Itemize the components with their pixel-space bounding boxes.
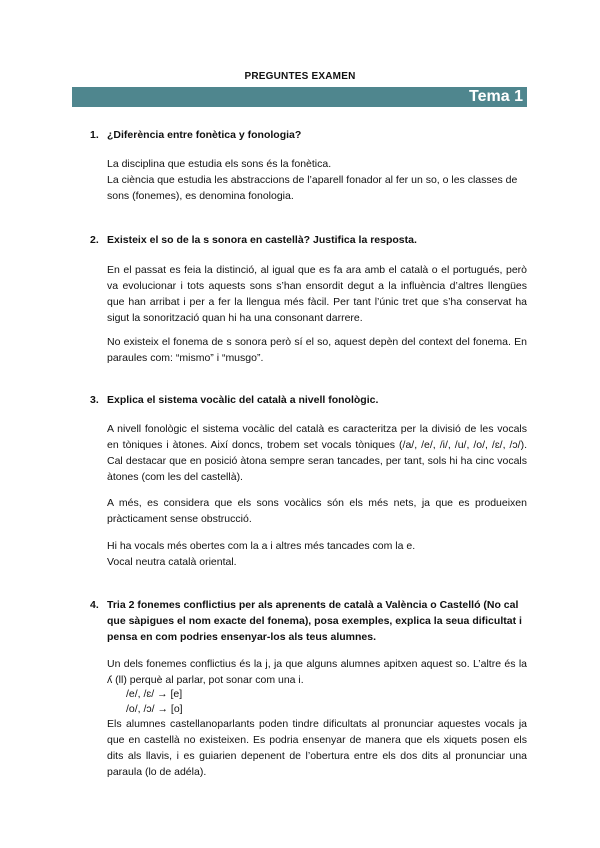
question-number: 1. — [90, 129, 99, 141]
answer-paragraph: Vocal neutra català oriental. — [107, 556, 237, 568]
question-3-heading — [90, 392, 527, 408]
answer-paragraph: La disciplina que estudia els sons és la fonètica. — [107, 158, 332, 170]
tema-banner — [72, 87, 527, 107]
document-title: PREGUNTES EXAMEN — [244, 71, 356, 82]
answer-paragraph: Un dels fonemes conflictius és la j, ja que alguns alumnes apitxen aquest so. L’altre és la ʎ (ll) perquè al parlar, pot sonar com una i. — [107, 658, 527, 686]
answer-paragraph: En el passat es feia la distinció, al igual que es fa ara amb el català o el portugués, però va evolucionar i tots aquests sons s’han ensordit degut a la influència d’altres llengües que han arribat i per a fer la llengua més fàcil. Per tant l’únic tret que s’ha conservat ha sigut la sonorització quan hi ha una consonant darrere. — [107, 264, 527, 324]
answer-paragraph: La ciència que estudia les abstraccions de l’aparell fonador al fer un so, o les classes de sons (fonemes), es denomina fonologia. — [107, 174, 518, 202]
question-title: Existeix el so de la s sonora en castellà? Justifica la resposta. — [107, 234, 417, 246]
question-number: 4. — [90, 599, 99, 611]
tema-label: Tema 1 — [469, 88, 523, 105]
answer-paragraph: Hi ha vocals més obertes com la a i altres més tancades com la e. — [107, 540, 416, 552]
answer-paragraph: A més, es considera que els sons vocàlics són els més nets, ja que es produeixen pràcticament sense obstrucció. — [107, 497, 527, 525]
question-2-heading — [90, 232, 527, 248]
answer-paragraph: No existeix el fonema de s sonora però sí el so, aquest depèn del context del fonema. En paraules com: “mismo” i “musgo”. — [107, 336, 527, 364]
vowel-mapping: /e/, /ɛ/ → [e] — [126, 688, 183, 700]
question-1-heading — [90, 127, 527, 143]
answer-paragraph: Els alumnes castellanoparlants poden tindre dificultats al pronunciar aquestes vocals ja que en castellà no existeixen. Es podria ensenyar de manera que els xiquets posen els dits als llavis, i es guiarien depenent de l’obertura entre els dos dits al pronunciar una paraula (lo de adéla). — [107, 718, 527, 778]
vowel-mapping: /o/, /ɔ/ → [o] — [126, 703, 183, 715]
question-number: 3. — [90, 394, 99, 406]
answer-paragraph: A nivell fonològic el sistema vocàlic del català es caracteritza per la divisió de les vocals en tòniques i àtones. Així doncs, trobem set vocals tòniques (/a/, /e/, /i/, /u/, /o/, /ɛ/, /ɔ/). Cal destacar que en posició àtona sempre seran tancades, per tant, sols hi ha cinc vocals àtones (com les del castellà). — [107, 423, 527, 483]
question-title: ¿Diferència entre fonètica y fonologia? — [107, 129, 302, 141]
question-title: Tria 2 fonemes conflictius per als aprenents de català a València o Castelló (No cal que sàpigues el nom exacte del fonema), posa exemples, explica la seua dificultat i pensa en com podries ensenyar-los als teus alumnes. — [107, 599, 522, 643]
question-number: 2. — [90, 234, 99, 246]
question-4-heading — [90, 597, 527, 645]
question-title: Explica el sistema vocàlic del català a nivell fonològic. — [107, 394, 379, 406]
